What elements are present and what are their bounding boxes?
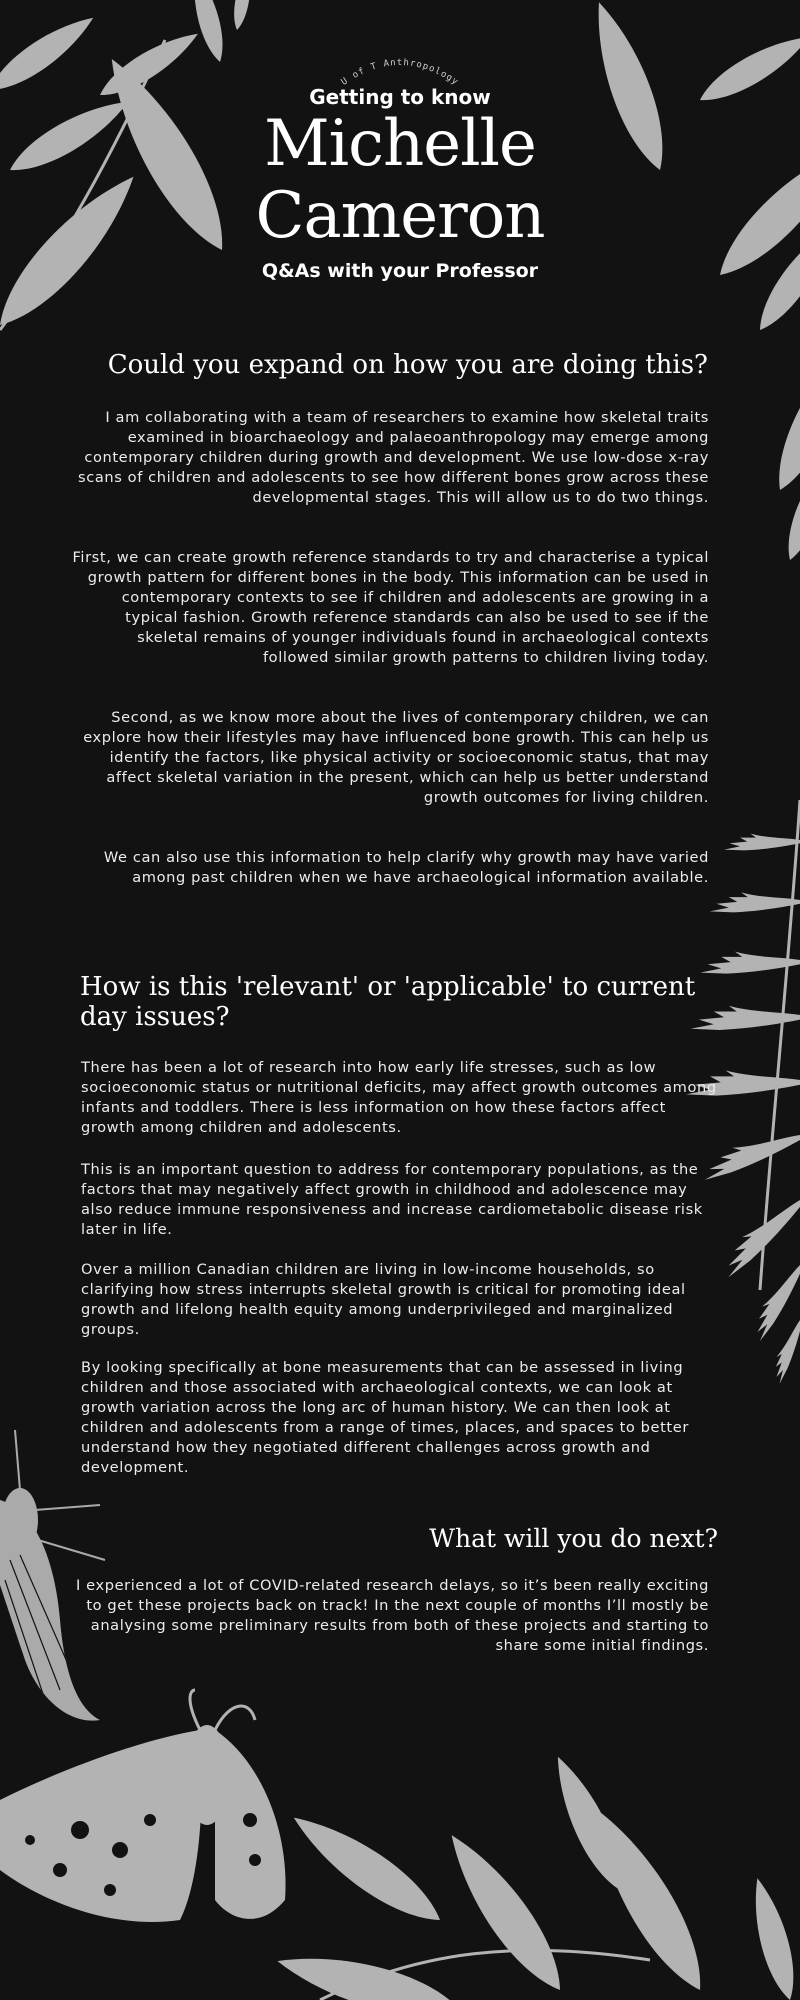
section-1-paragraph-3: Second, as we know more about the lives of contemporary children, we can explore how their lifestyles may have influenced bone growth. This can help us identify the factors, like physical activity or socioeconomic status, that may affect skeletal variation in the present, which can help us better understand growth outcomes for living children. bbox=[83, 709, 709, 806]
section-2-paragraph-3: Over a million Canadian children are living in low-income households, so clarifying how stress interrupts skeletal growth is critical for promoting ideal growth and lifelong health equity among underprivileged and marginalized groups. bbox=[81, 1261, 686, 1338]
section-2-paragraph-4: By looking specifically at bone measurements that can be assessed in living children and those associated with archaeological contexts, we can look at growth variation across the long arc of human history. We can then look at children and adolescents from a range of times, places, and spaces to better understand how they negotiated different challenges across growth and development. bbox=[81, 1359, 689, 1476]
intro-text: Getting to know bbox=[309, 85, 491, 109]
section-heading-2: How is this 'relevant' or 'applicable' to current day issues? bbox=[80, 972, 696, 1032]
section-3-paragraph-1: I experienced a lot of COVID-related research delays, so it’s been really exciting to get these projects back on track! In the next couple of months I’ll mostly be analysing some preliminary results from both of these projects and starting to share some initial findings. bbox=[76, 1577, 709, 1654]
name-line-2: Cameron bbox=[255, 179, 545, 253]
section-2-paragraph-1: There has been a lot of research into how early life stresses, such as low socioeconomic status or nutritional deficits, may affect growth outcomes among infants and toddlers. There is less information on how these factors affect growth among children and adolescents. bbox=[81, 1059, 717, 1136]
name-line-1: Michelle bbox=[264, 107, 536, 181]
section-heading-3: What will you do next? bbox=[429, 1524, 718, 1553]
svg-text:U of T Anthropology: U of T Anthropology bbox=[339, 58, 461, 88]
section-heading-1: Could you expand on how you are doing this? bbox=[107, 350, 708, 380]
department-arc-text bbox=[330, 50, 470, 90]
moth-bottom bbox=[0, 1690, 286, 1922]
section-2-paragraph-2: This is an important question to address for contemporary populations, as the factors that may negatively affect growth in childhood and adolescence may also reduce immune responsiveness and increase cardiometabolic disease risk later in life. bbox=[81, 1161, 703, 1238]
professor-name bbox=[0, 108, 800, 252]
leaf-cluster-bottom bbox=[272, 1750, 800, 2000]
section-1-paragraph-2: First, we can create growth reference standards to try and characterise a typical growth pattern for different bones in the body. This information can be used in contemporary contexts to see if children and adolescents are growing in a typical fashion. Growth reference standards can also be used to see if the skeletal remains of younger individuals found in archaeological contexts followed similar growth patterns to children living today. bbox=[72, 549, 709, 666]
page-subtitle: Q&As with your Professor bbox=[261, 260, 539, 282]
section-1-paragraph-1: I am collaborating with a team of researchers to examine how skeletal traits examined in bioarchaeology and palaeoanthropology may emerge among contemporary children during growth and development. We use low-dose x-ray scans of children and adolescents to see how different bones grow across these developmental stages. This will allow us to do two things. bbox=[78, 409, 709, 506]
section-1-paragraph-4: We can also use this information to help clarify why growth may have varied among past children when we have archaeological information available. bbox=[103, 849, 709, 886]
